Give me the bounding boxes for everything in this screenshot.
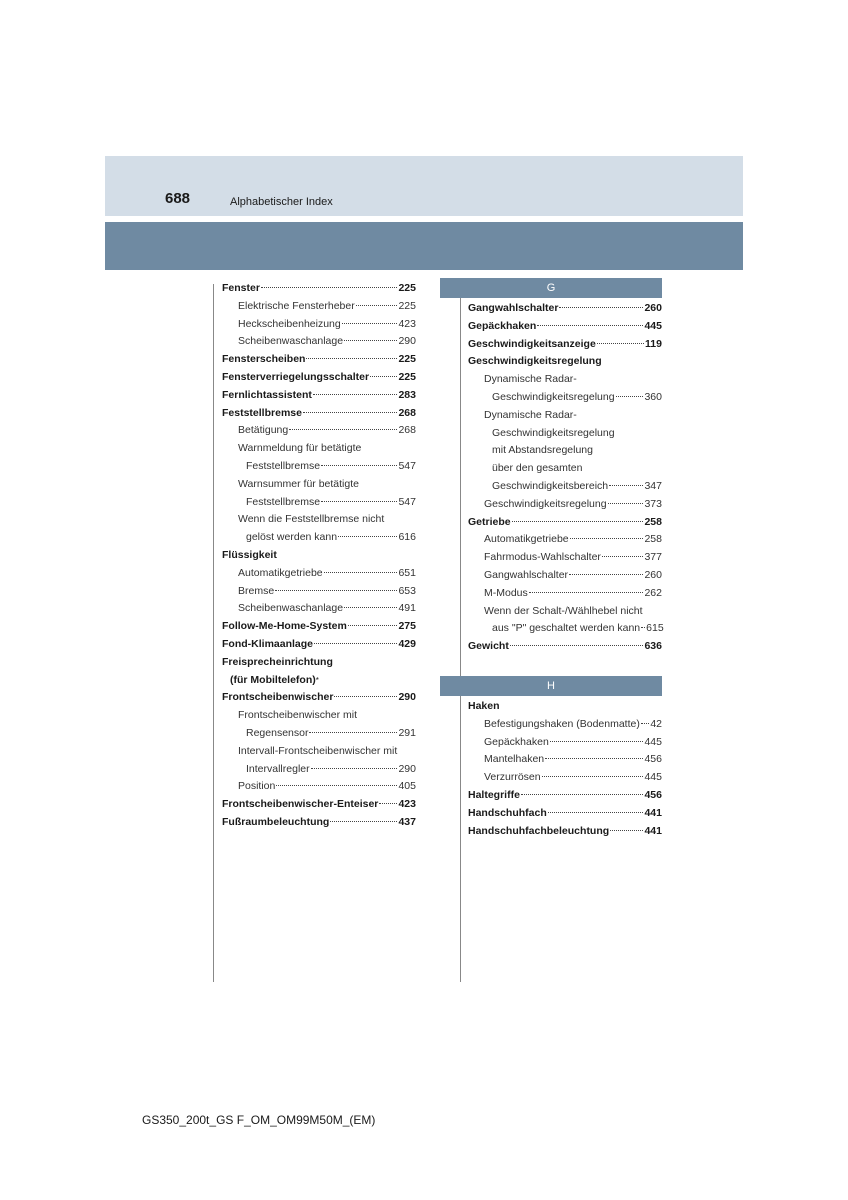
entry-page-number: 445 bbox=[644, 735, 662, 748]
entry-page-number: 437 bbox=[398, 815, 416, 828]
entry-term: Warnmeldung für betätigte bbox=[238, 442, 362, 455]
index-entry bbox=[468, 496, 662, 514]
entry-page-number: 373 bbox=[644, 497, 662, 510]
dot-leader bbox=[261, 287, 398, 288]
index-entry bbox=[468, 567, 662, 585]
index-entry bbox=[222, 458, 416, 476]
entry-term: Heckscheibenheizung bbox=[238, 317, 341, 330]
entry-term: Feststellbremse bbox=[246, 459, 321, 472]
dot-leader bbox=[641, 723, 649, 724]
index-entry bbox=[468, 478, 662, 496]
index-entry bbox=[222, 405, 416, 423]
index-entry bbox=[222, 440, 416, 458]
entry-page-number: 275 bbox=[398, 620, 416, 633]
entry-page-number: 283 bbox=[398, 388, 416, 401]
index-entry bbox=[222, 600, 416, 618]
index-column-left bbox=[222, 280, 416, 832]
dot-leader bbox=[289, 429, 397, 430]
index-entry bbox=[468, 769, 662, 787]
dot-leader bbox=[550, 741, 644, 742]
entry-term: Follow-Me-Home-System bbox=[222, 620, 347, 633]
entry-page-number: 547 bbox=[398, 459, 416, 472]
left-column-rule bbox=[213, 284, 214, 982]
entry-term: Verzurrösen bbox=[484, 771, 541, 784]
index-entry bbox=[468, 353, 662, 371]
entry-term: Frontscheibenwischer mit bbox=[238, 709, 358, 722]
index-entry bbox=[468, 734, 662, 752]
entry-term: Position bbox=[238, 780, 276, 793]
entry-term: Flüssigkeit bbox=[222, 548, 277, 561]
entry-term: Geschwindigkeitsanzeige bbox=[468, 337, 596, 350]
entry-term: Bremse bbox=[238, 584, 275, 597]
index-entry bbox=[222, 547, 416, 565]
right-column-rule bbox=[460, 284, 461, 982]
index-entry bbox=[222, 298, 416, 316]
dot-leader bbox=[311, 768, 398, 769]
index-entry bbox=[222, 743, 416, 761]
entry-page-number: 268 bbox=[398, 424, 416, 437]
entry-term: Fenster bbox=[222, 282, 260, 294]
entry-term: M-Modus bbox=[484, 586, 528, 599]
index-entry bbox=[222, 618, 416, 636]
entry-page-number: 225 bbox=[398, 370, 416, 383]
entry-page-number: 615 bbox=[646, 622, 664, 635]
dot-leader bbox=[330, 821, 397, 822]
entry-term: Frontscheibenwischer-Enteiser bbox=[222, 798, 379, 811]
index-entry bbox=[222, 636, 416, 654]
entry-term: Gepäckhaken bbox=[468, 319, 537, 332]
entry-term: Gewicht bbox=[468, 640, 509, 653]
index-entry bbox=[222, 316, 416, 334]
entry-page-number: 653 bbox=[398, 584, 416, 597]
entry-page-number: 456 bbox=[644, 788, 662, 801]
entry-page-number: 225 bbox=[398, 299, 416, 312]
entry-term: Automatikgetriebe bbox=[484, 533, 569, 546]
entry-term: gelöst werden kann bbox=[246, 531, 338, 544]
index-entry bbox=[222, 387, 416, 405]
entry-term: Freisprecheinrichtung bbox=[222, 655, 333, 668]
entry-term: Frontscheibenwischer bbox=[222, 691, 334, 704]
index-entry bbox=[222, 654, 416, 672]
entry-page-number: 291 bbox=[398, 726, 416, 739]
entry-page-number: 456 bbox=[644, 753, 662, 766]
index-entry bbox=[468, 638, 662, 656]
entry-term: Haltegriffe bbox=[468, 788, 520, 801]
entry-term: Getriebe bbox=[468, 515, 511, 528]
entry-page-number: 262 bbox=[644, 586, 662, 599]
entry-term: Geschwindigkeitsbereich bbox=[492, 479, 609, 492]
index-entry bbox=[468, 620, 662, 638]
index-entry bbox=[468, 514, 662, 532]
index-entry bbox=[468, 549, 662, 567]
index-column-right bbox=[468, 278, 662, 840]
dot-leader bbox=[303, 412, 398, 413]
index-entry: (für Mobiltelefon) * bbox=[222, 672, 416, 690]
dot-leader bbox=[314, 643, 397, 644]
dot-leader bbox=[313, 394, 398, 395]
dot-leader bbox=[545, 758, 643, 759]
index-entry bbox=[468, 585, 662, 603]
entry-term: Regensensor bbox=[246, 726, 309, 739]
dot-leader bbox=[512, 521, 644, 522]
index-entry bbox=[468, 531, 662, 549]
entry-page-number: 491 bbox=[398, 602, 416, 615]
entry-page-number: 260 bbox=[644, 302, 662, 314]
entry-page-number: 347 bbox=[644, 479, 662, 492]
dot-leader bbox=[570, 538, 644, 539]
entry-page-number: 441 bbox=[644, 824, 662, 837]
index-entry bbox=[222, 796, 416, 814]
entry-page-number: 377 bbox=[644, 551, 662, 564]
entry-term: Fernlichtassistent bbox=[222, 388, 312, 401]
entry-page-number: 260 bbox=[644, 568, 662, 581]
page-number: 688 bbox=[165, 190, 191, 207]
dot-leader bbox=[641, 627, 645, 628]
index-entry bbox=[222, 689, 416, 707]
letter-section-h bbox=[468, 676, 662, 840]
entry-term: Geschwindigkeitsregelung bbox=[468, 355, 602, 368]
dot-leader bbox=[321, 501, 397, 502]
index-entry bbox=[222, 369, 416, 387]
entry-term: Geschwindigkeitsregelung bbox=[484, 497, 607, 510]
entry-term: Fußraumbeleuchtung bbox=[222, 815, 330, 828]
index-entry bbox=[222, 707, 416, 725]
entry-term: Fond-Klimaanlage bbox=[222, 637, 314, 650]
entry-page-number: 423 bbox=[398, 798, 416, 811]
entry-term: Fensterverriegelungsschalter bbox=[222, 370, 370, 383]
index-entry bbox=[222, 511, 416, 529]
entry-term: Warnsummer für betätigte bbox=[238, 477, 359, 490]
letter-section-g bbox=[468, 278, 662, 656]
index-entry bbox=[468, 442, 662, 460]
entry-term: Intervall-Frontscheibenwischer mit bbox=[238, 744, 398, 757]
dot-leader bbox=[344, 607, 397, 608]
entry-page-number: 445 bbox=[644, 771, 662, 784]
entry-term: (für Mobiltelefon) bbox=[230, 673, 316, 686]
entry-page-number: 119 bbox=[645, 337, 662, 350]
index-entry bbox=[468, 336, 662, 354]
index-entry bbox=[468, 318, 662, 336]
entry-page-number: 405 bbox=[398, 780, 416, 793]
index-entry bbox=[222, 476, 416, 494]
entry-term: Wenn der Schalt-/Wählhebel nicht bbox=[484, 604, 643, 617]
index-entry bbox=[468, 823, 662, 841]
dot-leader bbox=[348, 625, 398, 626]
index-entry bbox=[222, 725, 416, 743]
header-accent-bar bbox=[105, 222, 743, 270]
dot-leader bbox=[324, 572, 398, 573]
entry-term: aus "P" geschaltet werden kann bbox=[492, 622, 641, 635]
dot-leader bbox=[356, 305, 398, 306]
entry-term: Intervallregler bbox=[246, 762, 310, 775]
index-entry bbox=[468, 460, 662, 478]
entry-term: Fensterscheiben bbox=[222, 353, 306, 366]
entry-term: Feststellbremse bbox=[246, 495, 321, 508]
header-band bbox=[105, 156, 743, 216]
entry-page-number: 360 bbox=[644, 390, 662, 403]
entry-page-number: 42 bbox=[650, 717, 662, 730]
dot-leader bbox=[344, 340, 397, 341]
entry-term: Geschwindigkeitsregelung bbox=[492, 426, 615, 439]
entry-term: Handschuhfach bbox=[468, 806, 547, 819]
index-entry bbox=[468, 751, 662, 769]
entry-page-number: 225 bbox=[398, 353, 416, 366]
entry-page-number: 423 bbox=[398, 317, 416, 330]
index-entry bbox=[222, 333, 416, 351]
dot-leader bbox=[521, 794, 644, 795]
index-entry bbox=[468, 300, 662, 318]
entry-term: mit Abstandsregelung bbox=[492, 444, 593, 457]
entry-term: Elektrische Fensterheber bbox=[238, 299, 355, 312]
entry-term: Scheibenwaschanlage bbox=[238, 602, 344, 615]
entry-term: Fahrmodus-Wahlschalter bbox=[484, 551, 601, 564]
entry-term: Scheibenwaschanlage bbox=[238, 335, 344, 348]
entry-page-number: 636 bbox=[644, 640, 662, 653]
dot-leader bbox=[610, 830, 643, 831]
index-entry bbox=[468, 425, 662, 443]
index-entry bbox=[468, 787, 662, 805]
dot-leader bbox=[338, 536, 397, 537]
dot-leader bbox=[537, 325, 643, 326]
entry-term: Haken bbox=[468, 699, 500, 712]
entry-page-number: 616 bbox=[398, 531, 416, 544]
entry-term: Dynamische Radar- bbox=[484, 408, 577, 421]
entry-page-number: 258 bbox=[644, 515, 662, 528]
letter-heading: H bbox=[440, 676, 662, 696]
dot-leader bbox=[609, 485, 643, 486]
index-entry bbox=[222, 565, 416, 583]
entry-term: über den gesamten bbox=[492, 462, 583, 475]
dot-leader bbox=[510, 645, 644, 646]
index-entry bbox=[222, 529, 416, 547]
index-entry bbox=[468, 371, 662, 389]
dot-leader bbox=[321, 465, 397, 466]
entry-term: Mantelhaken bbox=[484, 753, 545, 766]
index-entry bbox=[222, 761, 416, 779]
entry-term: Automatikgetriebe bbox=[238, 566, 323, 579]
entry-page-number: 441 bbox=[644, 806, 662, 819]
entry-term: Wenn die Feststellbremse nicht bbox=[238, 513, 385, 526]
entry-page-number: 268 bbox=[398, 406, 416, 419]
entry-term: Gepäckhaken bbox=[484, 735, 549, 748]
entry-term: Gangwahlschalter bbox=[484, 568, 569, 581]
dot-leader bbox=[529, 592, 644, 593]
dot-leader bbox=[616, 396, 644, 397]
index-entry bbox=[222, 778, 416, 796]
dot-leader bbox=[276, 785, 397, 786]
index-entry bbox=[222, 494, 416, 512]
entry-term: Betätigung bbox=[238, 424, 289, 437]
dot-leader bbox=[342, 323, 398, 324]
index-entry bbox=[222, 583, 416, 601]
dot-leader bbox=[309, 732, 397, 733]
dot-leader bbox=[548, 812, 644, 813]
document-code: GS350_200t_GS F_OM_OM99M50M_(EM) bbox=[142, 1113, 376, 1127]
index-entry bbox=[468, 407, 662, 425]
dot-leader bbox=[275, 590, 397, 591]
dot-leader bbox=[306, 358, 397, 359]
index-entry bbox=[222, 280, 416, 298]
dot-leader bbox=[608, 503, 644, 504]
entry-page-number: 445 bbox=[644, 319, 662, 332]
index-entry bbox=[222, 814, 416, 832]
entry-page-number: 547 bbox=[398, 495, 416, 508]
dot-leader bbox=[379, 803, 397, 804]
index-entry bbox=[222, 351, 416, 369]
entry-page-number: 290 bbox=[398, 762, 416, 775]
index-entry bbox=[468, 389, 662, 407]
index-entry bbox=[468, 698, 662, 716]
entry-term: Befestigungshaken (Bodenmatte) bbox=[484, 717, 640, 730]
entry-page-number: 258 bbox=[644, 533, 662, 546]
index-entry bbox=[222, 422, 416, 440]
dot-leader bbox=[542, 776, 644, 777]
entry-term: Geschwindigkeitsregelung bbox=[492, 390, 615, 403]
entry-term: Gangwahlschalter bbox=[468, 302, 559, 314]
index-entry bbox=[468, 603, 662, 621]
dot-leader bbox=[597, 343, 644, 344]
entry-page-number: 290 bbox=[398, 691, 416, 704]
index-entry bbox=[468, 716, 662, 734]
entry-page-number: 290 bbox=[398, 335, 416, 348]
index-entry bbox=[468, 805, 662, 823]
dot-leader bbox=[370, 376, 397, 377]
entry-page-number: 225 bbox=[398, 282, 416, 294]
entry-page-number: 429 bbox=[398, 637, 416, 650]
dot-leader bbox=[334, 696, 397, 697]
dot-leader bbox=[559, 307, 643, 308]
letter-heading: G bbox=[440, 278, 662, 298]
entry-term: Feststellbremse bbox=[222, 406, 302, 419]
dot-leader bbox=[602, 556, 644, 557]
entry-term: Handschuhfachbeleuchtung bbox=[468, 824, 610, 837]
dot-leader bbox=[569, 574, 643, 575]
section-title: Alphabetischer Index bbox=[230, 196, 333, 208]
entry-term: Dynamische Radar- bbox=[484, 373, 577, 386]
entry-page-number: 651 bbox=[398, 566, 416, 579]
